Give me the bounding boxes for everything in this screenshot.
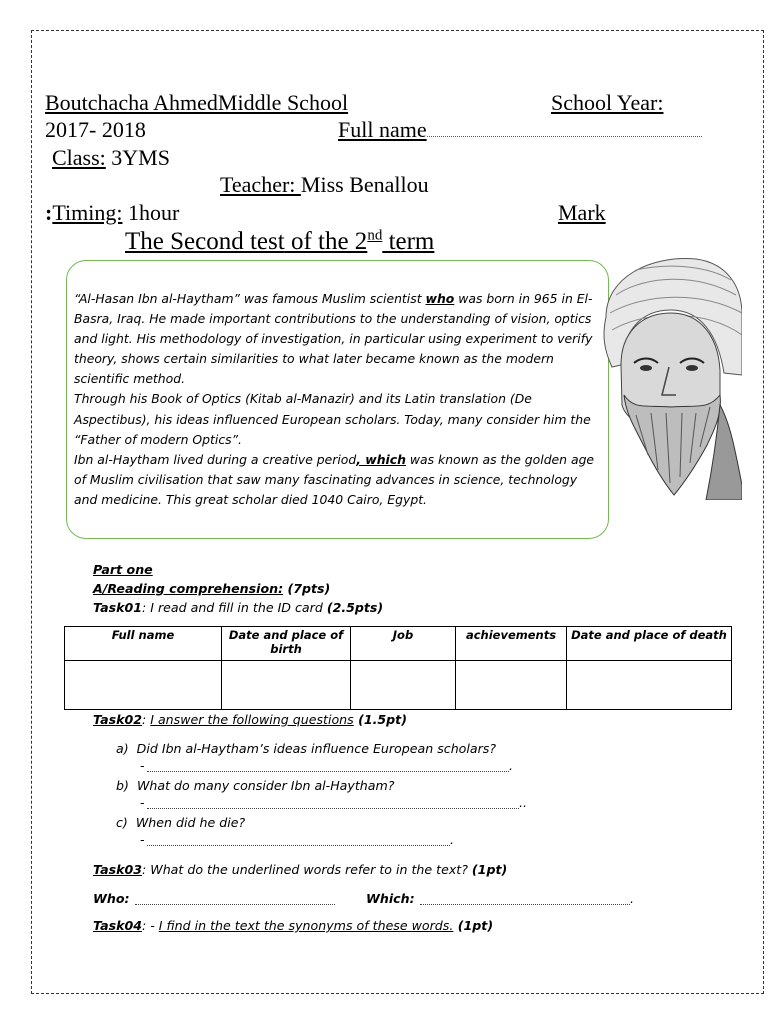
test-title [125,228,434,256]
teacher-field [220,172,429,198]
task04-heading [93,918,493,933]
task04-label: Task04 [93,918,142,933]
which-label-text: Which: [366,891,415,906]
school-name: Boutchacha AhmedMiddle School [45,90,349,115]
task03-text: : What do the underlined words refer to in the text? [142,862,472,877]
answer-end: .. [519,795,528,810]
task01-heading [93,600,383,615]
task03-label: Task03 [93,862,142,877]
part-one-label: Part one [93,562,153,577]
passage-paragraph-3 [74,450,600,510]
task02-label: Task02 [93,712,142,727]
passage-text: was born in 965 in El-Basra, Iraq. He made important contributions to the understanding of vision, optics and light. His methodology of investigation, in particular using experiment to verify theory, shows certain similarities to what later became known as the modern scientific method. [74,291,593,387]
part-one-heading [93,562,153,577]
passage-text: “Al-Hasan Ibn al-Haytham” was famous Muslim scientist [74,291,426,306]
title-part-b: of the 2 [284,228,368,255]
table-header-row [65,627,732,661]
reading-passage [66,260,609,539]
question-letter: c) [116,815,128,830]
who-answer-line[interactable] [135,904,335,905]
cell-birth[interactable] [222,661,351,710]
question-letter: a) [116,741,129,756]
question-letter: b) [116,778,129,793]
full-name-label: Full name [338,117,427,142]
question-b [116,778,394,793]
scholar-portrait [596,255,742,500]
passage-paragraph-1 [74,289,600,389]
section-a-heading [93,581,330,596]
task03-heading [93,862,507,877]
class-label: Class: [52,145,106,170]
answer-end: . [509,758,514,773]
cell-full-name[interactable] [65,661,222,710]
full-name-field [338,117,702,143]
table-row [65,661,732,710]
cell-death[interactable] [567,661,732,710]
which-label [366,891,415,906]
timing-field [45,200,179,226]
full-name-blank[interactable] [427,122,702,137]
task04-dash: : - [142,918,159,933]
who-label [93,891,130,906]
passage-text: Ibn al-Haytham lived during a creative period [74,451,357,467]
class-value: 3YMS [105,145,170,170]
cell-achievements[interactable] [456,661,567,710]
answer-prefix: - [140,832,145,847]
task01-label: Task01 [93,600,142,615]
mark-label: Mark [558,200,606,225]
task02-points: (1.5pt) [353,712,407,727]
header-job: Job [351,627,456,661]
task03-points: (1pt) [471,862,508,877]
header-achievements: achievements [456,627,567,661]
timing-prefix: : [45,200,53,225]
section-a-points: (7pts) [283,581,331,596]
timing-label: Timing: [52,200,123,225]
task04-points: (1pt) [453,918,494,933]
question-text: When did he die? [135,815,246,830]
title-part-c: term [382,228,435,255]
question-c [116,815,245,830]
task02-colon: : [142,712,151,727]
question-text: What do many consider Ibn al-Haytham? [136,778,395,793]
task01-points: (2.5pts) [326,600,384,615]
question-a [116,741,496,756]
cell-job[interactable] [351,661,456,710]
header-birth: Date and place of birth [222,627,351,661]
timing-value: 1hour [122,200,180,225]
answer-line-c[interactable] [147,845,450,846]
which-answer-line[interactable] [420,904,630,905]
passage-text: was known as the golden age of Muslim civilisation that saw many fascinating advances in science, technology and medicine. This great scholar died 1040 Cairo, Egypt. [74,451,595,507]
title-superscript: nd [367,227,383,244]
answer-end: . [450,832,455,847]
which-end: . [630,891,635,906]
id-card-table [64,626,732,710]
class-field [52,145,170,171]
teacher-value: Miss Benallou [300,172,429,197]
task01-text: : I read and fill in the ID card [142,600,327,615]
answer-line-b[interactable] [147,808,519,809]
task02-text: I answer the following questions [150,712,354,727]
header-death: Date and place of death [567,627,732,661]
question-text: Did Ibn al-Haytham’s ideas influence European scholars? [136,741,497,756]
answer-line-a[interactable] [147,771,509,772]
title-part-a: The Second test [125,228,285,255]
section-a-label: A/Reading comprehension: [93,581,284,596]
teacher-label: Teacher: [220,172,301,197]
school-year-label: School Year: [551,90,664,115]
school-year-value: 2017- 2018 [45,117,146,142]
who-label-text: Who: [93,891,130,906]
answer-prefix: - [140,795,145,810]
underlined-which: , which [356,451,406,467]
underlined-who: who [425,291,455,306]
answer-prefix: - [140,758,145,773]
header-full-name: Full name [65,627,222,661]
task04-text: I find in the text the synonyms of these words. [158,918,454,933]
task02-heading [93,712,407,727]
passage-paragraph-2: Through his Book of Optics (Kitab al-Manazir) and its Latin translation (De Aspectibus), his ideas influenced European scholars. Today, many consider him the “Father of modern Optics”. [74,391,591,447]
